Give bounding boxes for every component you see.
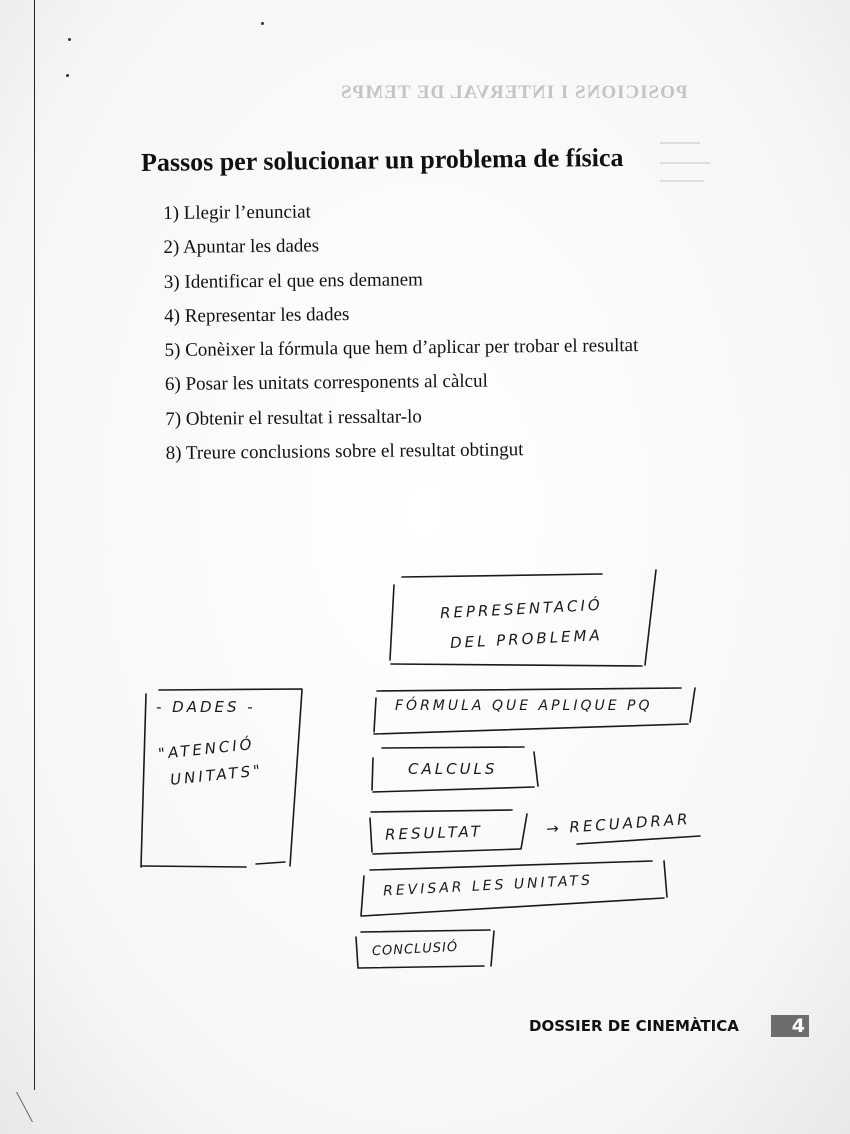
handwritten-atencio-line1: "ATENCIÓ — [157, 734, 256, 764]
mirrored-header-bleedthrough: POSICIONS I INTERVAL DE TEMPS — [340, 82, 688, 103]
scan-speck — [68, 38, 71, 41]
handwritten-conclusio: CONCLUSIÓ — [371, 939, 459, 960]
scan-speck — [261, 22, 264, 25]
handwritten-representacio-line1: REPRESENTACIÓ — [439, 595, 604, 623]
step-item: 3) Identificar el que ens demanem — [163, 268, 423, 293]
footer-label: DOSSIER DE CINEMÀTICA — [529, 1017, 739, 1035]
page-number-badge: 4 — [771, 1015, 809, 1037]
step-item: 6) Posar les unitats corresponents al càlcul — [164, 371, 488, 396]
handwritten-dades: - DADES - — [156, 698, 256, 716]
step-item: 2) Apuntar les dades — [163, 235, 320, 259]
step-item: 8) Treure conclusions sobre el resultat obtingut — [165, 439, 524, 465]
handwritten-formula: FÓRMULA QUE APLIQUE PQ — [395, 698, 653, 714]
handwritten-revisar: REVISAR LES UNITATS — [382, 872, 594, 900]
page-margin-line — [34, 0, 35, 1090]
step-item: 1) Llegir l’enunciat — [163, 201, 311, 224]
handwritten-calculs: CALCULS — [408, 760, 498, 778]
step-item: 4) Representar les dades — [164, 303, 350, 327]
recuadrar-underline — [577, 836, 700, 844]
representacio-box — [390, 570, 656, 666]
steps-list — [163, 195, 640, 474]
step-item: 5) Conèixer la fórmula que hem d’aplicar per trobar el resultat — [164, 335, 639, 362]
scan-speck — [66, 74, 69, 77]
handwritten-resultat: RESULTAT — [384, 822, 484, 844]
handwritten-recuadrar: → RECUADRAR — [545, 809, 692, 839]
bleedthrough-line — [660, 142, 700, 144]
bleedthrough-line — [660, 180, 704, 182]
bleedthrough-line — [660, 162, 710, 164]
handwritten-atencio-line2: UNITATS" — [169, 761, 264, 789]
handwritten-representacio-line2: DEL PROBLEMA — [449, 626, 604, 652]
step-item: 7) Obtenir el resultat i ressaltar-lo — [165, 406, 422, 430]
page-corner-mark — [16, 1092, 55, 1122]
page-title: Passos per solucionar un problema de física — [140, 142, 624, 177]
